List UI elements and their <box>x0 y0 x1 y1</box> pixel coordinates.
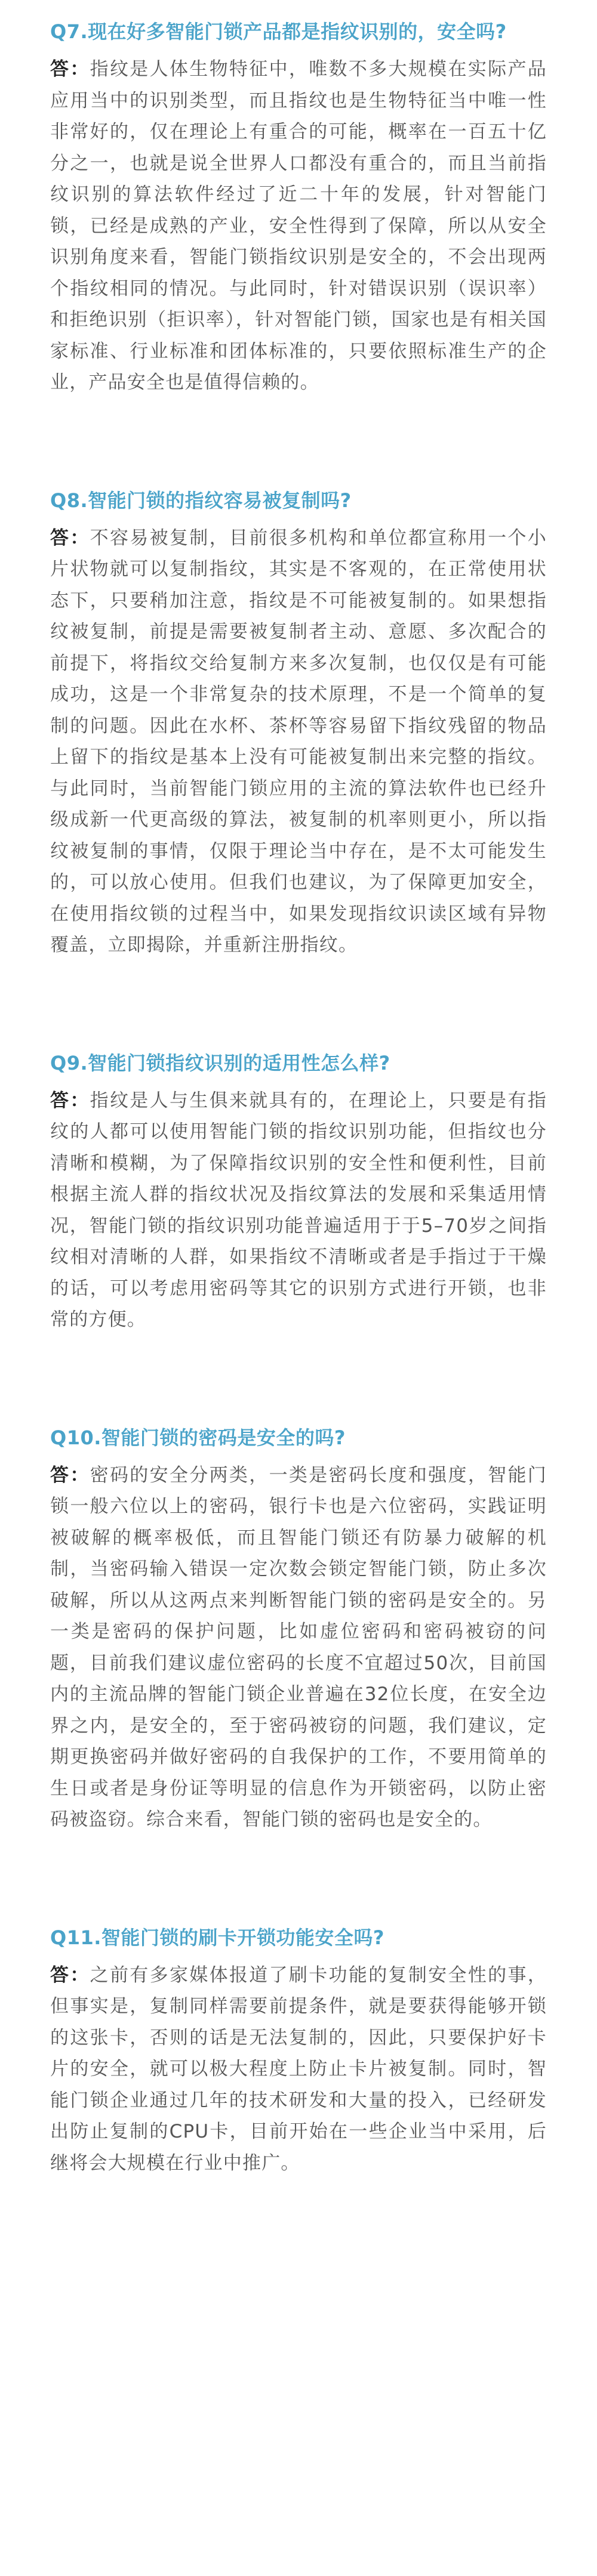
question-heading: Q10.智能门锁的密码是安全的吗? <box>50 1426 346 1449</box>
answer-paragraph <box>50 1085 547 1336</box>
question-heading: Q7.现在好多智能门锁产品都是指纹识别的，安全吗? <box>50 20 507 43</box>
answer-label: 答： <box>50 58 90 80</box>
answer-paragraph <box>50 54 547 399</box>
answer-text: 不容易被复制，目前很多机构和单位都宣称用一个小片状物就可以复制指纹，其实是不客观的，在正常使用状态下，只要稍加注意，指纹是不可能被复制的。如果想指纹被复制，前提是需要被复制者主动、意愿、多次配合的前提下，将指纹交给复制方来多次复制，也仅仅是有可能成功，这是一个非常复杂的技术原理，不是一个简单的复制的问题。因此在水杯、茶杯等容易留下指纹残留的物品上留下的指纹是基本上没有可能被复制出来完整的指纹。与此同时，当前智能门锁应用的主流的算法软件也已经升级成新一代更高级的算法，被复制的机率则更小，所以指纹被复制的事情，仅限于理论当中存在，是不太可能发生的，可以放心使用。但我们也建议，为了保障更加安全，在使用指纹锁的过程当中，如果发现指纹识读区域有异物覆盖，立即揭除，并重新注册指纹。 <box>50 527 547 956</box>
answer-text: 之前有多家媒体报道了刷卡功能的复制安全性的事，但事实是，复制同样需要前提条件，就是要获得能够开锁的这张卡，否则的话是无法复制的，因此，只要保护好卡片的安全，就可以极大程度上防止卡片被复制。同时，智能门锁企业通过几年的技术研发和大量的投入，已经研发出防止复制的CPU卡，目前开始在一些企业当中采用，后继将会大规模在行业中推广。 <box>50 1964 547 2174</box>
faq-item-q8 <box>50 487 547 961</box>
answer-text: 指纹是人与生俱来就具有的，在理论上，只要是有指纹的人都可以使用智能门锁的指纹识别功能，但指纹也分清晰和模糊，为了保障指纹识别的安全性和便利性，目前根据主流人群的指纹状况及指纹算法的发展和采集适用情况，智能门锁的指纹识别功能普遍适用于于5–70岁之间指纹相对清晰的人群，如果指纹不清晰或者是手指过于干燥的话，可以考虑用密码等其它的识别方式进行开锁，也非常的方便。 <box>50 1089 547 1330</box>
question-heading: Q9.智能门锁指纹识别的适用性怎么样? <box>50 1051 390 1074</box>
answer-paragraph <box>50 1960 547 2179</box>
answer-text: 指纹是人体生物特征中，唯数不多大规模在实际产品应用当中的识别类型，而且指纹也是生物特征当中唯一性非常好的，仅在理论上有重合的可能，概率在一百五十亿分之一，也就是说全世界人口都没有重合的，而且当前指纹识别的算法软件经过了近二十年的发展，针对智能门锁，已经是成熟的产业，安全性得到了保障，所以从安全识别角度来看，智能门锁指纹识别是安全的，不会出现两个指纹相同的情况。与此同时，针对错误识别（误识率）和拒绝识别（拒识率），针对智能门锁，国家也是有相关国家标准、行业标准和团体标准的，只要依照标准生产的企业，产品安全也是值得信赖的。 <box>50 58 547 393</box>
answer-label: 答： <box>50 527 90 549</box>
answer-text: 密码的安全分两类，一类是密码长度和强度，智能门锁一般六位以上的密码，银行卡也是六位密码，实践证明被破解的概率极低，而且智能门锁还有防暴力破解的机制，当密码输入错误一定次数会锁定智能门锁，防止多次破解，所以从这两点来判断智能门锁的密码是安全的。另一类是密码的保护问题，比如虚位密码和密码被窃的问题，目前我们建议虚位密码的长度不宜超过50次，目前国内的主流品牌的智能门锁企业普遍在32位长度，在安全边界之内，是安全的，至于密码被窃的问题，我们建议，定期更换密码并做好密码的自我保护的工作，不要用简单的生日或者是身份证等明显的信息作为开锁密码，以防止密码被盗窃。综合来看，智能门锁的密码也是安全的。 <box>50 1464 547 1830</box>
faq-item-q7 <box>50 18 547 399</box>
answer-label: 答： <box>50 1464 90 1486</box>
answer-paragraph <box>50 1460 547 1836</box>
answer-label: 答： <box>50 1089 90 1111</box>
faq-item-q9 <box>50 1049 547 1336</box>
faq-item-q11 <box>50 1924 547 2179</box>
question-heading: Q8.智能门锁的指纹容易被复制吗? <box>50 489 352 512</box>
question-heading: Q11.智能门锁的刷卡开锁功能安全吗? <box>50 1926 384 1949</box>
answer-label: 答： <box>50 1964 90 1986</box>
answer-paragraph <box>50 523 547 961</box>
faq-item-q10 <box>50 1424 547 1836</box>
